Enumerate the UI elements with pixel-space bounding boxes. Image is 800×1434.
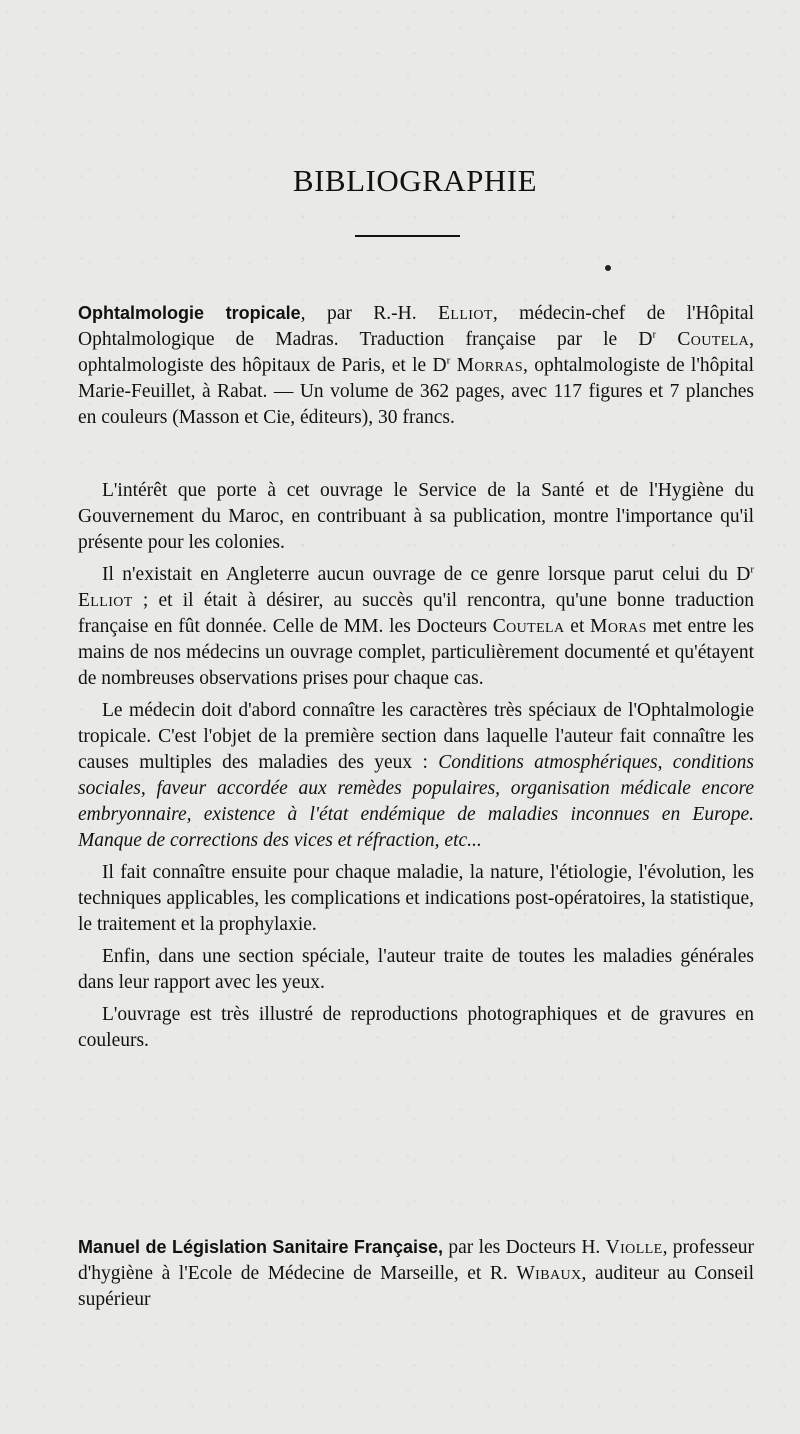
review-body <box>78 478 754 1054</box>
entry-1-text: Ophtalmologie tropicale, par R.-H. Elliot, médecin-chef de l'Hôpital Ophtalmologique de Madras. Traduction française par le $D^r$ Coutela, ophtalmologiste des hôpitaux de Paris, et le $D^r$ Morras, ophtalmologiste de l'hôpital Marie-Feuillet, à Rabat. — Un volume de 362 pages, avec 117 figures et 7 planches en couleurs (Masson et Cie, éditeurs), 30 francs. <box>78 303 755 428</box>
page-title: BIBLIOGRAPHIE <box>292 163 538 198</box>
bibliography-entry-1 <box>78 300 754 431</box>
entry-1-translator-2: Morras <box>456 355 524 376</box>
review-paragraph-4: Il fait connaître ensuite pour chaque maladie, la nature, l'étiologie, l'évolution, les techniques applicables, les complications et indications post-opératoires, la statistique, le traitement et la prophylaxie. <box>78 862 754 935</box>
review-paragraph-2: Il n'existait en Angleterre aucun ouvrage de ce genre lorsque parut celui du $D^r$ Elliot ; et il était à désirer, au succès qu'il rencontra, qu'une bonne traduction française en fût donnée. Celle de MM. les Docteurs Coutela et Moras met entre les mains de nos médecins un ouvrage complet, particulièrement documenté et qu'étayent de nombreuses observations prises pour chaque cas. <box>78 563 755 689</box>
title-divider <box>355 235 460 237</box>
review-paragraph-1: L'intérêt que porte à cet ouvrage le Service de la Santé et de l'Hygiène du Gouvernement du Maroc, en contribuant à sa publication, montre l'importance qu'il présente pour les colonies. <box>78 480 754 553</box>
entry-2-author-2: Wibaux <box>516 1263 582 1284</box>
review-paragraph-3: Le médecin doit d'abord connaître les caractères très spéciaux de l'Ophtalmologie tropicale. C'est l'objet de la première section dans laquelle l'auteur fait connaître les causes multiples des maladies des yeux : Conditions atmosphériques, conditions sociales, faveur accordée aux remèdes populaires, organisation médicale encore embryonnaire, existence à l'état endémique de maladies inconnues en Europe. Manque de corrections des vices et réfraction, etc... <box>78 700 754 851</box>
ink-speck <box>605 265 611 271</box>
entry-2-book-title: Manuel de Législation Sanitaire Française, <box>78 1237 443 1257</box>
entry-1-book-title: Ophtalmologie tropicale <box>78 303 301 323</box>
causes-list: Conditions atmosphériques, conditions sociales, faveur accordée aux remèdes populaires, organisation médicale encore embryonnaire, existence à l'état endémique de maladies inconnues en Europe. Manque de corrections des vices et réfraction, etc... <box>78 752 754 851</box>
entry-1-translator-1: Coutela <box>677 329 750 350</box>
entry-1-author: Elliot <box>438 303 493 324</box>
entry-2-text: Manuel de Législation Sanitaire Française, par les Docteurs H. Violle, professeur d'hygiène à l'Ecole de Médecine de Marseille, et R. Wibaux, auditeur au Conseil supérieur <box>78 1237 754 1310</box>
review-paragraph-5: Enfin, dans une section spéciale, l'auteur traite de toutes les maladies générales dans leur rapport avec les yeux. <box>78 946 754 993</box>
review-paragraph-6: L'ouvrage est très illustré de reproductions photographiques et de gravures en couleurs. <box>78 1004 754 1051</box>
entry-2-author-1: Violle <box>605 1237 663 1258</box>
bibliography-entry-2 <box>78 1234 754 1313</box>
